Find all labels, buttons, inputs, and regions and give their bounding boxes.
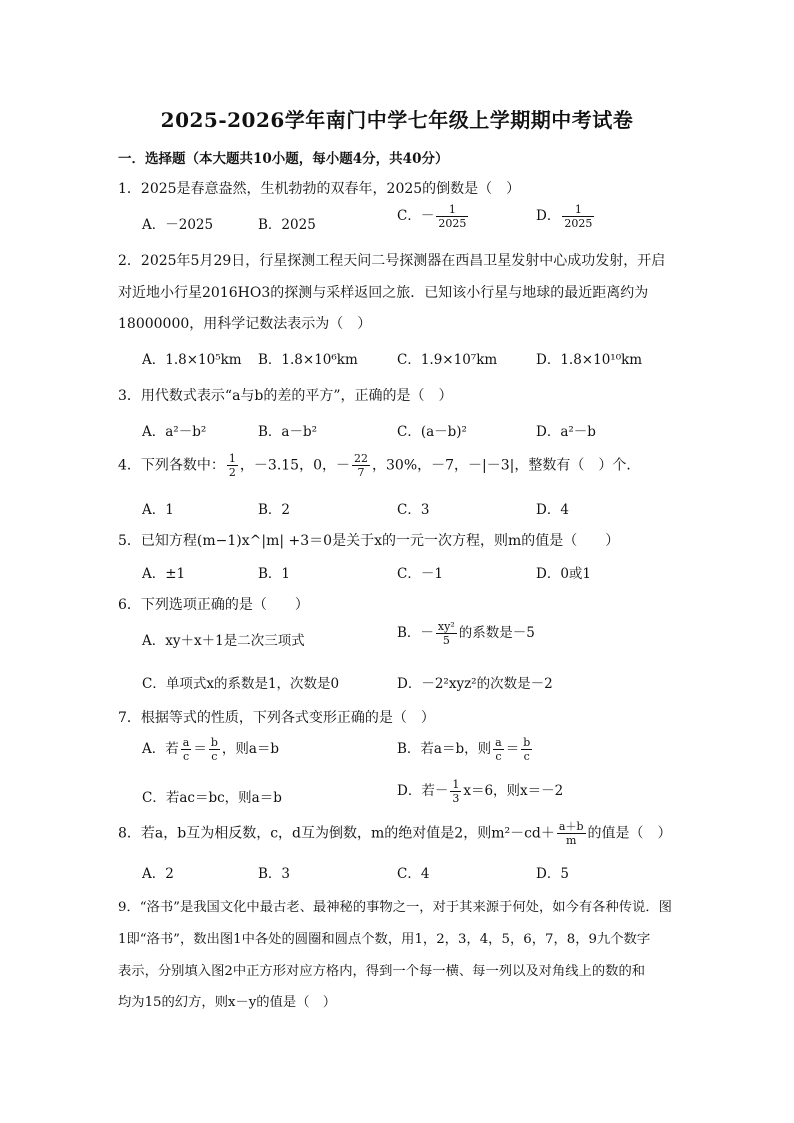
q4-option-b: B．2: [258, 502, 291, 518]
q1-option-a: A．－2025: [142, 217, 214, 233]
q4-option-d: D．4: [536, 502, 569, 518]
q2-option-a: A．1.8×10⁵km: [142, 352, 242, 368]
question-9-line-2: 1即“洛书”，数出图1中各处的圆圈和圆点个数，用1，2，3，4，5，6，7，8，9九个数字: [118, 932, 651, 947]
q2-option-c: C．1.9×10⁷km: [397, 352, 498, 368]
q3-option-d: D．a²－b: [536, 424, 596, 440]
exam-title: 2025-2026学年南门中学七年级上学期期中考试卷: [160, 108, 634, 132]
q8-option-d: D．5: [536, 866, 569, 882]
q3-option-b: B．a－b²: [258, 424, 318, 440]
question-9-line-4: 均为15的幻方，则x－y的值是（ ）: [118, 995, 337, 1010]
q8-option-b: B．3: [258, 866, 291, 882]
q4-option-a: A．1: [142, 502, 174, 518]
q5-option-a: A．±1: [142, 566, 186, 582]
q1-option-c: C．－ $\frac{1}{2025}$: [397, 203, 467, 230]
question-7-stem: 7．根据等式的性质，下列各式变形正确的是（ ）: [118, 710, 435, 726]
question-9-line-3: 表示，分别填入图2中正方形对应方格内，得到一个每一横、每一列以及对角线上的数的和: [118, 964, 646, 979]
q2-option-d: D．1.8×10¹⁰km: [536, 352, 643, 368]
question-4-stem: 4．下列各数中： $\frac{1}{2}$ ，－3.15，0，－ $\frac{22}{7}$ ，30%，－7，－|－3|，整数有（ ）个．: [118, 452, 641, 479]
q8-option-c: C．4: [397, 866, 430, 882]
q7-option-b: B．若a＝b，则 $\frac{a}{c}$ ＝ $\frac{b}{c}$: [397, 736, 531, 763]
q8-option-a: A．2: [142, 866, 174, 882]
q6-option-c: C．单项式x的系数是1，次数是0: [142, 676, 340, 692]
q7-option-d: D．若－ $\frac{1}{3}$ x＝6，则x＝－2: [397, 778, 564, 805]
question-1-stem: 1．2025是春意盎然，生机勃勃的双春年，2025的倒数是（ ）: [118, 181, 521, 197]
q7-option-a: A．若 $\frac{a}{c}$ ＝ $\frac{b}{c}$ ，则a＝b: [142, 736, 280, 763]
section-heading: 一．选择题（本大题共10小题，每小题4分，共40分）: [118, 151, 449, 167]
q4-option-c: C．3: [397, 502, 430, 518]
question-2-line-2: 对近地小行星2016HO3的探测与采样返回之旅．已知该小行星与地球的最近距离约为: [118, 285, 649, 301]
q5-option-d: D．0或1: [536, 566, 592, 582]
q5-option-b: B．1: [258, 566, 291, 582]
q6-option-d: D．－2²xyz²的次数是－2: [397, 676, 553, 692]
question-9-line-1: 9．“洛书”是我国文化中最古老、最神秘的事物之一，对于其来源于何处，如今有各种传说．图: [118, 900, 672, 915]
q1-option-d: D． $\frac{1}{2025}$: [536, 203, 593, 230]
question-6-stem: 6．下列选项正确的是（ ）: [118, 597, 309, 613]
question-8-stem: 8．若a，b互为相反数，c，d互为倒数，m的绝对值是2，则m²－cd＋ $\frac{a+b}{m}$ 的值是（ ）: [118, 820, 672, 847]
question-2-line-1: 2．2025年5月29日，行星探测工程天问二号探测器在西昌卫星发射中心成功发射，开启: [118, 253, 666, 269]
q3-option-c: C．(a－b)²: [397, 424, 467, 440]
question-2-line-3: 18000000，用科学记数法表示为（ ）: [118, 316, 372, 332]
q5-option-c: C．－1: [397, 566, 443, 582]
q7-option-c: C．若ac＝bc，则a＝b: [142, 790, 282, 806]
q3-option-a: A．a²－b²: [142, 424, 207, 440]
q2-option-b: B．1.8×10⁶km: [258, 352, 358, 368]
q6-option-a: A．xy＋x＋1是二次三项式: [142, 633, 305, 649]
q1-option-b: B．2025: [258, 217, 316, 233]
question-3-stem: 3．用代数式表示“a与b的差的平方”，正确的是（ ）: [118, 388, 453, 404]
q6-option-b: B．－ $\frac{\text{xy²}}{5}$ 的系数是－5: [397, 620, 535, 647]
question-5-stem: 5．已知方程(m−1)x^|m| +3＝0是关于x的一元一次方程，则m的值是（ ）: [118, 533, 620, 549]
